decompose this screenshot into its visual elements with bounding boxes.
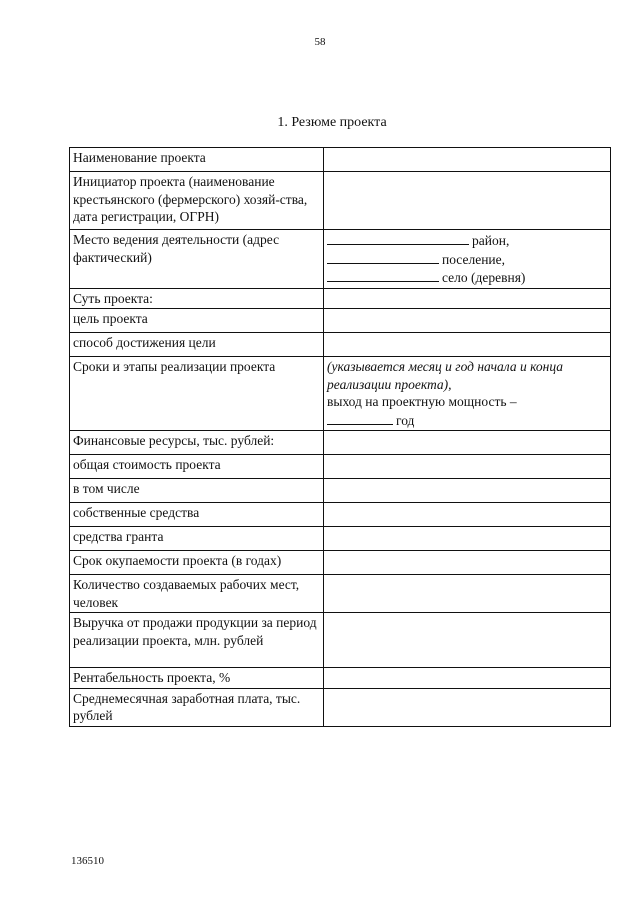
row-label-goal: цель проекта: [70, 309, 324, 333]
row-label-jobs: Количество создаваемых рабочих мест, человек: [70, 575, 324, 613]
row-label-project-name: Наименование проекта: [70, 148, 324, 172]
row-value-essence[interactable]: [324, 288, 611, 309]
row-value-payback[interactable]: [324, 551, 611, 575]
row-label-own-funds: собственные средства: [70, 503, 324, 527]
row-label-total-cost: общая стоимость проекта: [70, 455, 324, 479]
village-line: [327, 268, 606, 287]
row-value-financial[interactable]: [324, 431, 611, 455]
row-label-initiator: Инициатор проекта (наименование крестьянского (фермерского) хозяй-ства, дата регистрации, ОГРН): [70, 172, 324, 230]
table-row: [70, 668, 611, 689]
row-label-financial: Финансовые ресурсы, тыс. рублей:: [70, 431, 324, 455]
district-line: [327, 231, 606, 250]
document-code: 136510: [71, 855, 104, 867]
row-value-goal[interactable]: [324, 309, 611, 333]
district-label: район,: [472, 233, 510, 248]
row-label-payback: Срок окупаемости проекта (в годах): [70, 551, 324, 575]
row-value-own-funds[interactable]: [324, 503, 611, 527]
row-label-salary: Среднемесячная заработная плата, тыс. рублей: [70, 688, 324, 726]
row-value-total-cost[interactable]: [324, 455, 611, 479]
row-value-project-name[interactable]: [324, 148, 611, 172]
table-row: [70, 288, 611, 309]
year-blank[interactable]: [327, 411, 393, 425]
table-row: [70, 479, 611, 503]
row-value-timeline[interactable]: [324, 357, 611, 431]
table-row: [70, 333, 611, 357]
row-value-location[interactable]: [324, 230, 611, 289]
row-value-revenue[interactable]: [324, 613, 611, 668]
table-row: [70, 455, 611, 479]
row-label-revenue: Выручка от продажи продукции за период реализации проекта, млн. рублей: [70, 613, 324, 668]
row-label-profitability: Рентабельность проекта, %: [70, 668, 324, 689]
row-value-method[interactable]: [324, 333, 611, 357]
table-row: [70, 172, 611, 230]
row-value-profitability[interactable]: [324, 668, 611, 689]
district-blank[interactable]: [327, 231, 469, 245]
table-row: [70, 357, 611, 431]
row-value-salary[interactable]: [324, 688, 611, 726]
row-value-initiator[interactable]: [324, 172, 611, 230]
row-label-location: Место ведения деятельности (адрес фактический): [70, 230, 324, 289]
row-label-including: в том числе: [70, 479, 324, 503]
village-label: село (деревня): [442, 270, 526, 285]
table-row: [70, 309, 611, 333]
year-line: [327, 411, 606, 430]
settlement-line: [327, 250, 606, 269]
table-row: [70, 575, 611, 613]
row-value-including[interactable]: [324, 479, 611, 503]
table-row: [70, 613, 611, 668]
project-summary-table: [69, 147, 611, 727]
table-row: [70, 230, 611, 289]
row-value-grant-funds[interactable]: [324, 527, 611, 551]
settlement-blank[interactable]: [327, 250, 439, 264]
row-label-essence: Суть проекта:: [70, 288, 324, 309]
page-number: 58: [314, 36, 326, 48]
table-row: [70, 431, 611, 455]
row-label-method: способ достижения цели: [70, 333, 324, 357]
capacity-text: выход на проектную мощность –: [327, 394, 517, 409]
row-label-grant-funds: средства гранта: [70, 527, 324, 551]
table-row: [70, 527, 611, 551]
table-row: [70, 551, 611, 575]
settlement-label: поселение,: [442, 251, 506, 267]
row-value-jobs[interactable]: [324, 575, 611, 613]
timeline-note: (указывается месяц и год начала и конца реализации проекта),: [327, 359, 564, 392]
row-label-timeline: Сроки и этапы реализации проекта: [70, 357, 324, 431]
year-label: год: [396, 412, 415, 428]
table-row: [70, 503, 611, 527]
village-blank[interactable]: [327, 268, 439, 282]
section-title: 1. Резюме проекта: [277, 115, 387, 130]
table-row: [70, 148, 611, 172]
table-row: [70, 688, 611, 726]
